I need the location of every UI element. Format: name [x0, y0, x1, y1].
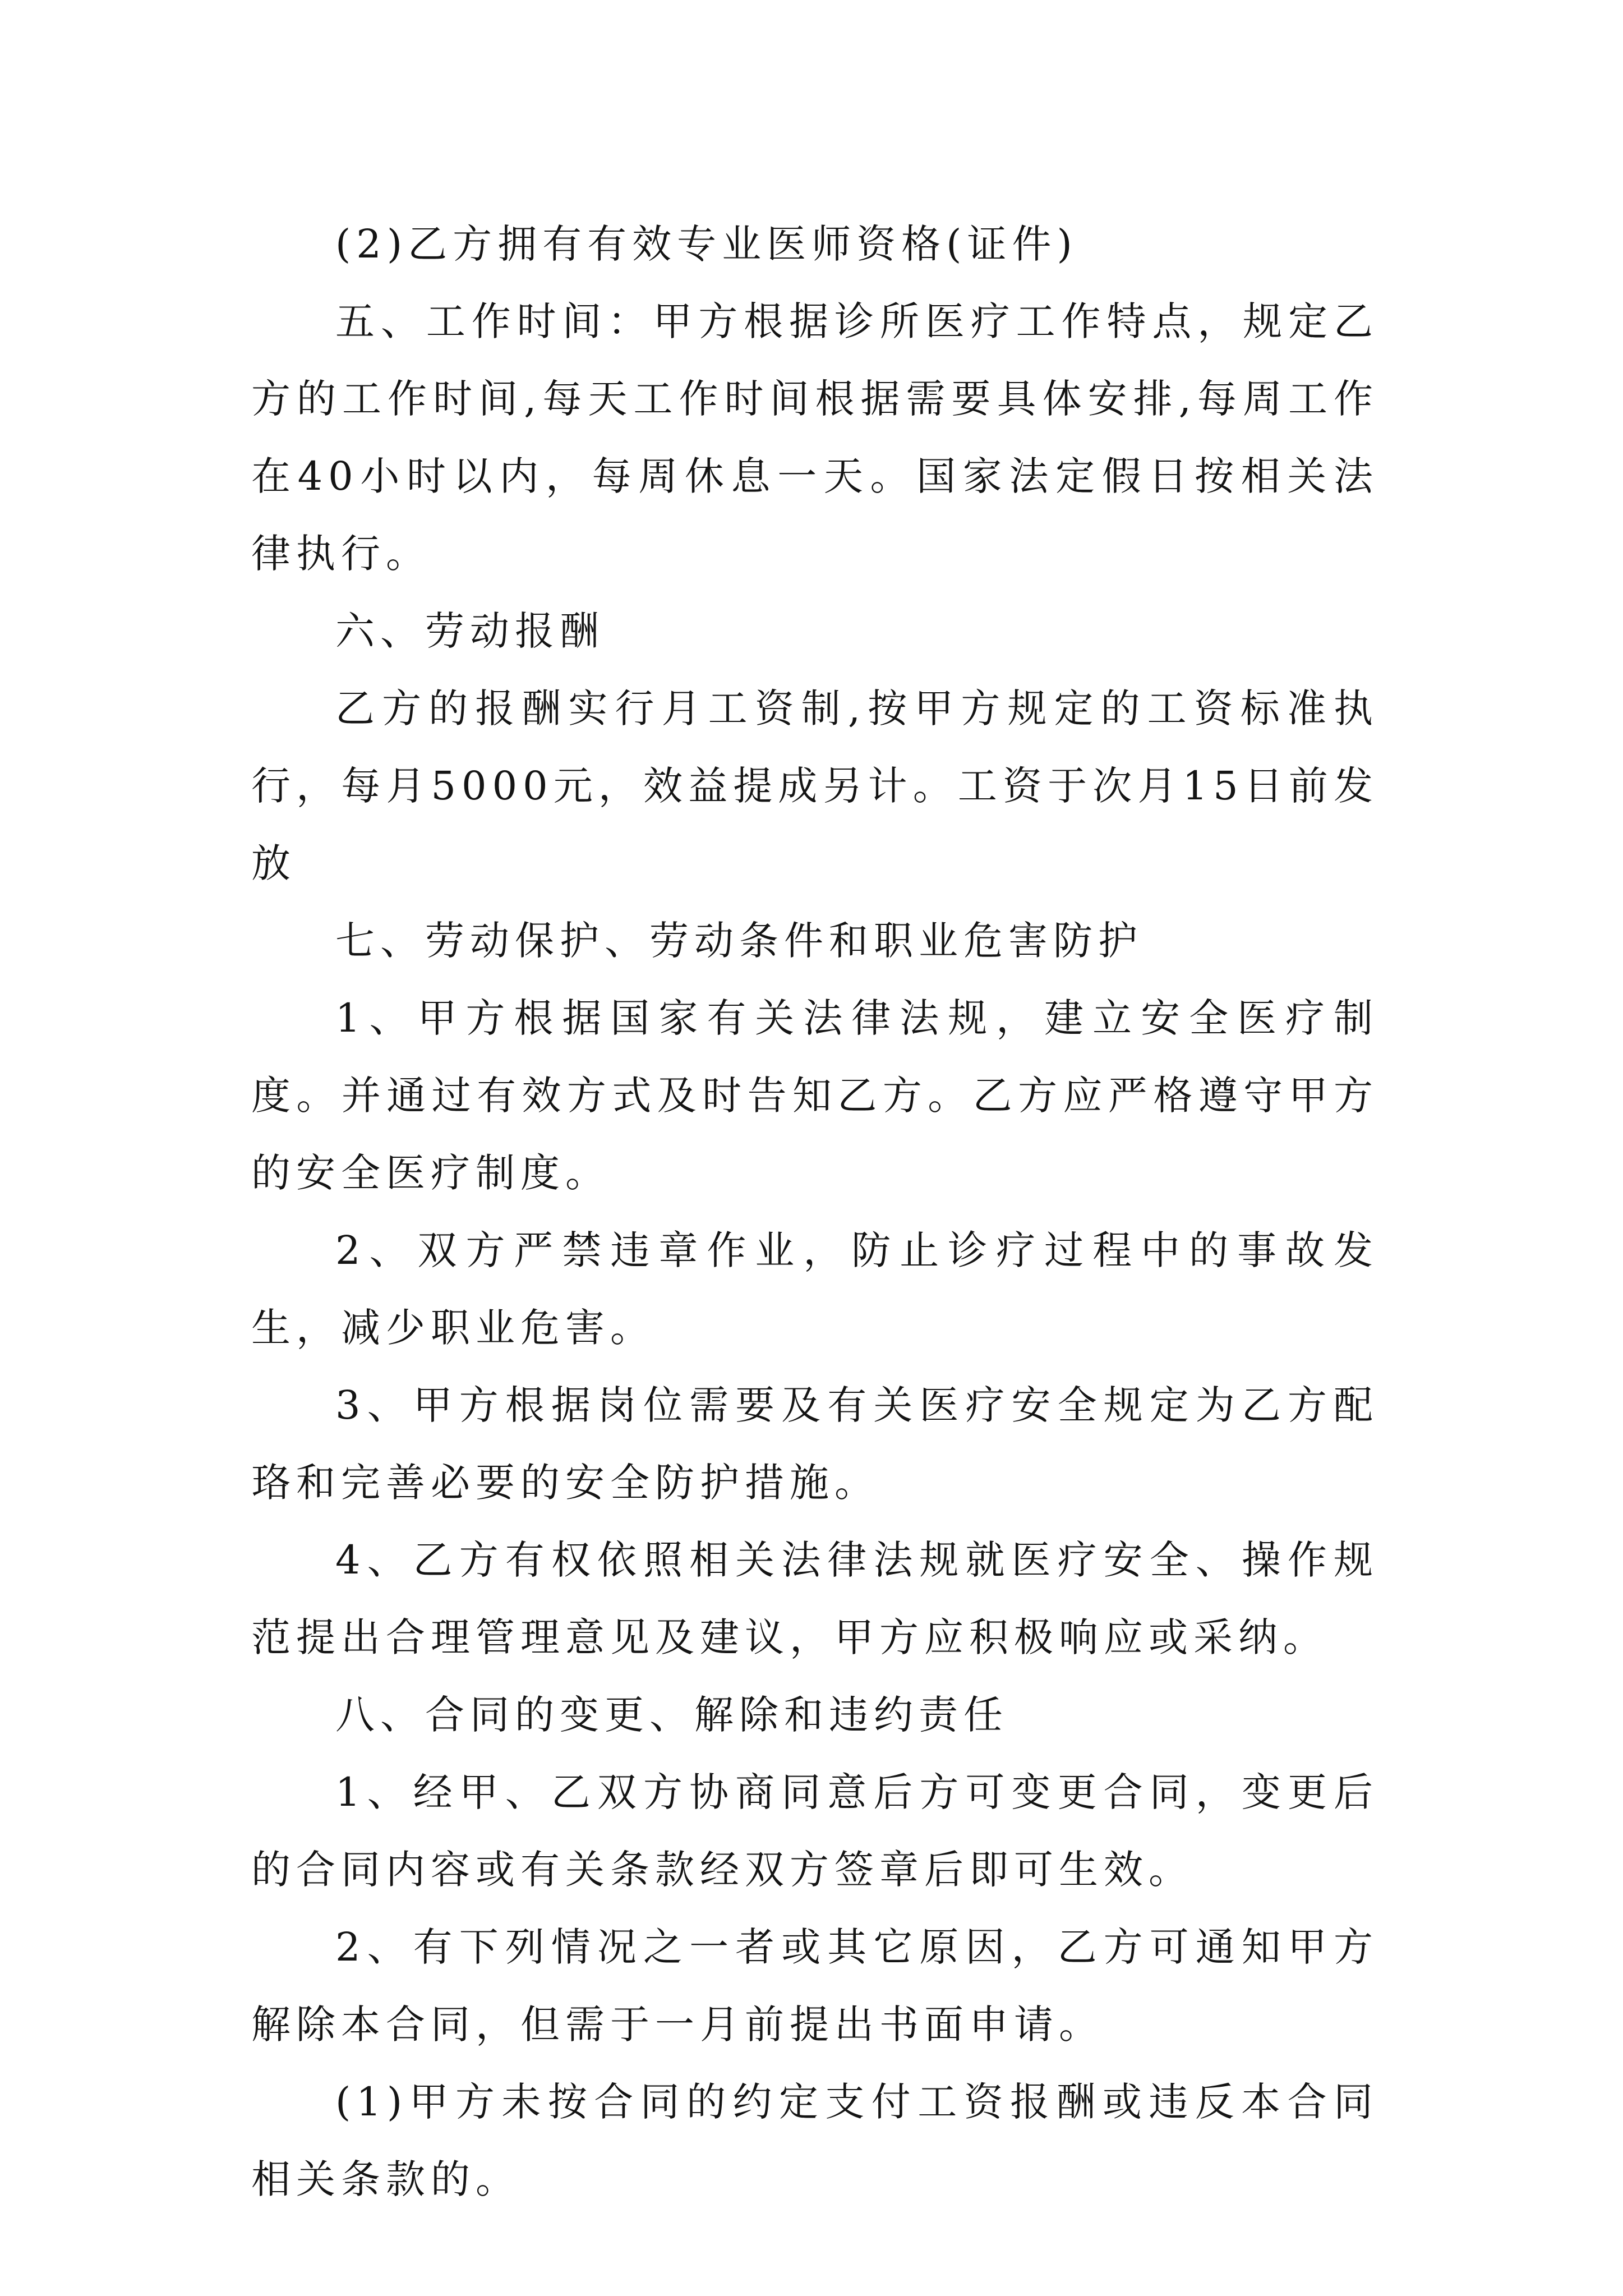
heading-contract-changes: 八、合同的变更、解除和违约责任 — [335, 1692, 1008, 1738]
heading-labor-protection: 七、劳动保护、劳动条件和职业危害防护 — [335, 918, 1143, 964]
paragraph-working-hours: 五、工作时间：甲方根据诊所医疗工作特点，规定乙方的工作时间,每天工作时间根据需要具体安排,每周工作在40小时以内，每周休息一天。国家法定假日按相关法律执行。 — [251, 298, 1378, 577]
paragraph-safety-system: 1、甲方根据国家有关法律法规，建立安全医疗制度。并通过有效方式及时告知乙方。乙方应严格遵守甲方的安全医疗制度。 — [251, 995, 1378, 1196]
paragraph-contract-termination: 2、有下列情况之一者或其它原因，乙方可通知甲方解除本合同，但需于一月前提出书面申请。 — [251, 1924, 1378, 2047]
paragraph-protective-measures: 3、甲方根据岗位需要及有关医疗安全规定为乙方配珞和完善必要的安全防护措施。 — [251, 1382, 1378, 1506]
paragraph-contract-modification: 1、经甲、乙双方协商同意后方可变更合同，变更后的合同内容或有关条款经双方签章后即可生效。 — [251, 1769, 1378, 1893]
paragraph-suggestions: 4、乙方有权依照相关法律法规就医疗安全、操作规范提出合理管理意见及建议，甲方应积极响应或采纳。 — [251, 1537, 1378, 1660]
paragraph-unpaid-wages: (1)甲方未按合同的约定支付工资报酬或违反本合同相关条款的。 — [251, 2079, 1378, 2202]
paragraph-salary: 乙方的报酬实行月工资制,按甲方规定的工资标准执行，每月5000元，效益提成另计。工资于次月15日前发放 — [251, 685, 1378, 886]
document-body — [251, 205, 1378, 2218]
paragraph-qualification: (2)乙方拥有有效专业医师资格(证件) — [335, 221, 1078, 267]
heading-remuneration: 六、劳动报酬 — [335, 608, 605, 654]
paragraph-no-violations: 2、双方严禁违章作业，防止诊疗过程中的事故发生，减少职业危害。 — [251, 1227, 1378, 1351]
